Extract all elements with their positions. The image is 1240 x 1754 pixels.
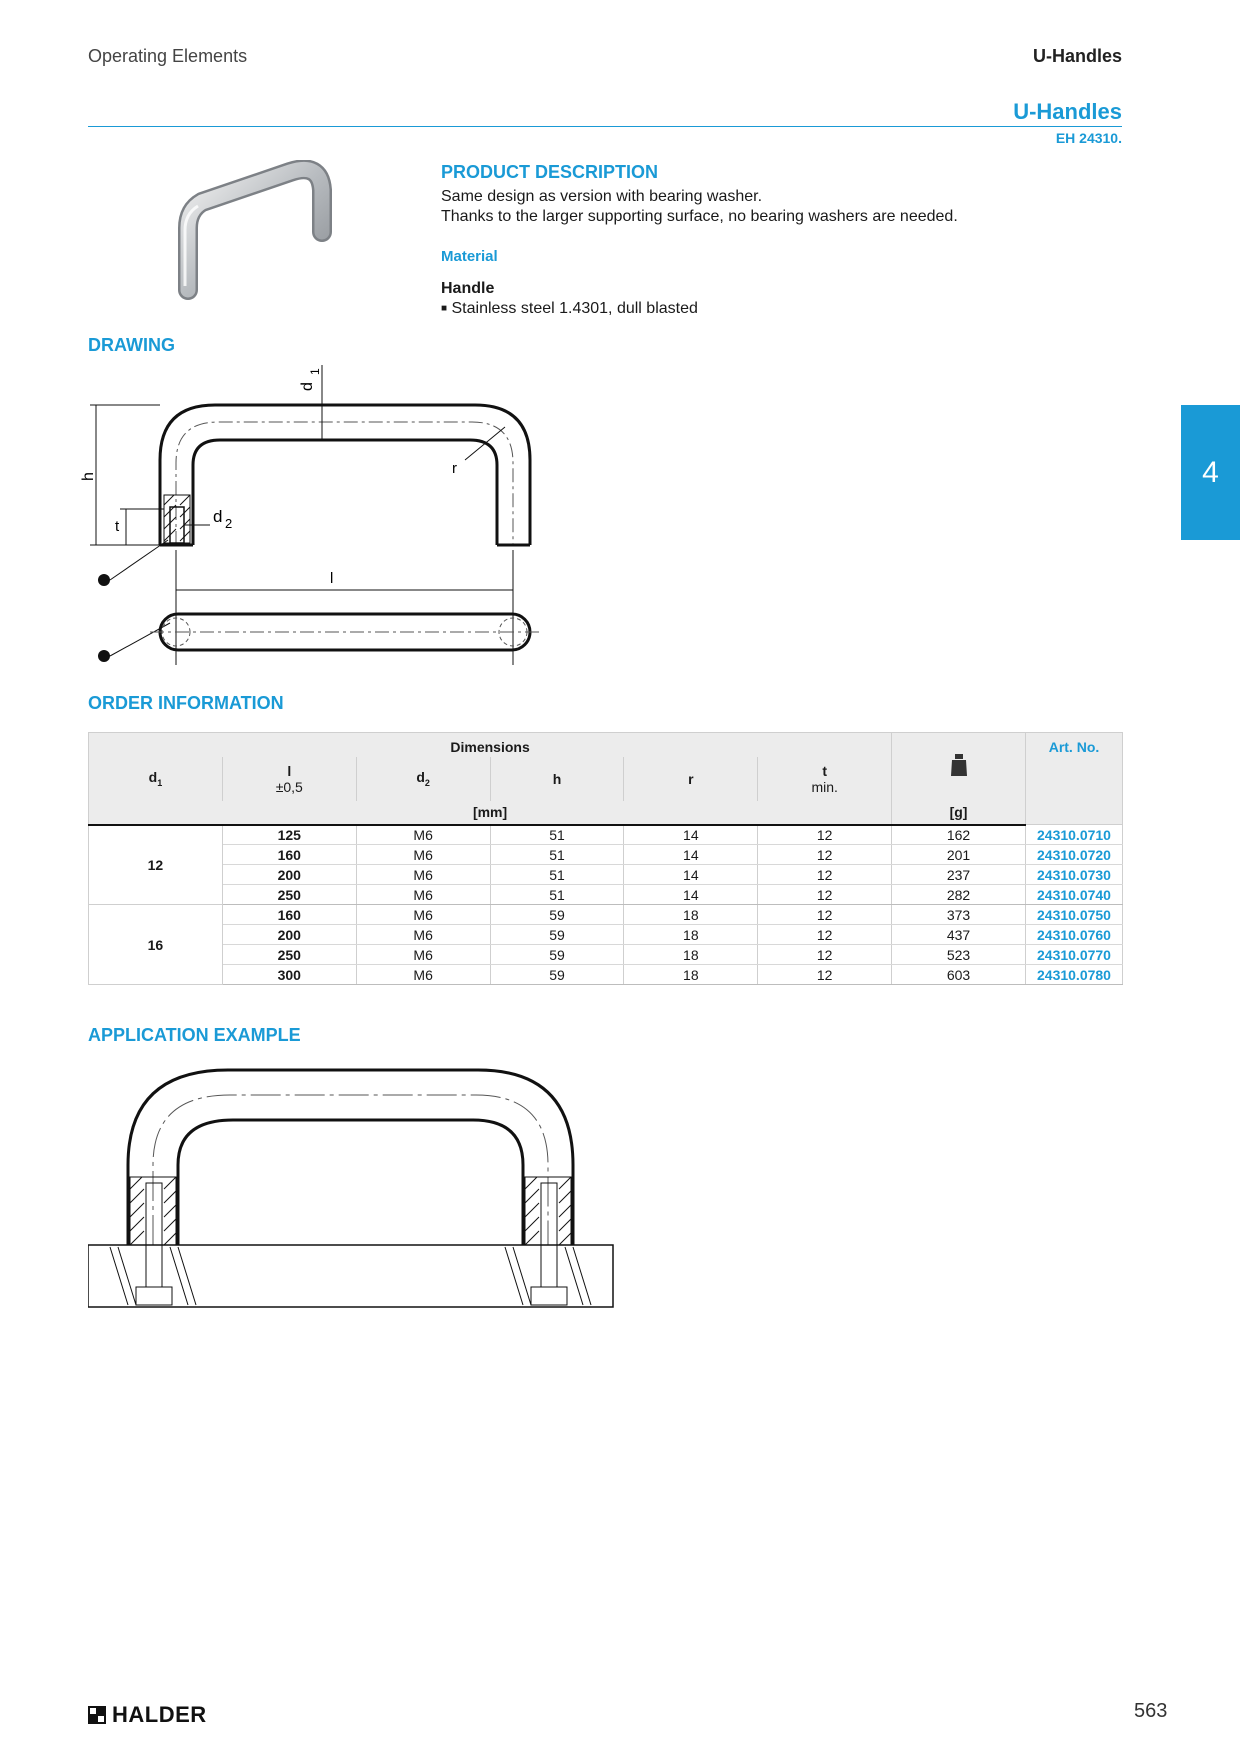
cell-d2: M6: [356, 925, 490, 945]
halder-logo-icon: [88, 1706, 106, 1724]
cell-h: 51: [490, 865, 624, 885]
artno-header: Art. No.: [1025, 733, 1122, 825]
material-heading: Material: [441, 248, 498, 265]
cell-r: 18: [624, 905, 758, 925]
cell-r: 18: [624, 925, 758, 945]
cell-g: 201: [892, 845, 1026, 865]
cell-l: 250: [222, 885, 356, 905]
col-t-header: t min.: [758, 757, 892, 801]
drawing-heading: DRAWING: [88, 335, 175, 355]
cell-t: 12: [758, 925, 892, 945]
mm-unit: [mm]: [89, 801, 892, 825]
cell-g: 237: [892, 865, 1026, 885]
cell-h: 51: [490, 845, 624, 865]
cell-t: 12: [758, 845, 892, 865]
cell-d1: 16: [89, 905, 223, 985]
cell-d2: M6: [356, 865, 490, 885]
cell-d2: M6: [356, 845, 490, 865]
dimensions-header: Dimensions: [89, 733, 892, 757]
cell-d2: M6: [356, 905, 490, 925]
g-unit: [g]: [892, 801, 1026, 825]
cell-l: 250: [222, 945, 356, 965]
label-d1: d: [299, 382, 316, 391]
label-r: r: [452, 460, 457, 477]
header-section: Operating Elements: [88, 46, 248, 66]
table-row: [89, 885, 1123, 905]
cell-t: 12: [758, 865, 892, 885]
table-row: [89, 865, 1123, 885]
cell-r: 14: [624, 885, 758, 905]
cell-t: 12: [758, 885, 892, 905]
cell-d1: 12: [89, 825, 223, 905]
cell-t: 12: [758, 945, 892, 965]
cell-h: 51: [490, 885, 624, 905]
cell-t: 12: [758, 905, 892, 925]
cell-r: 18: [624, 945, 758, 965]
product-description-line2: Thanks to the larger supporting surface, no bearing washers are needed.: [441, 208, 958, 225]
cell-d2: M6: [356, 945, 490, 965]
col-r-header: r: [624, 757, 758, 801]
cell-h: 59: [490, 965, 624, 985]
cell-art[interactable]: 24310.0750: [1025, 905, 1122, 925]
cell-l: 200: [222, 925, 356, 945]
brand-name: HALDER: [112, 1702, 207, 1727]
cell-l: 125: [222, 825, 356, 845]
col-d1-header: $d_1$: [89, 757, 223, 801]
product-description-line1: Same design as version with bearing washer.: [441, 188, 763, 205]
chapter-tab[interactable]: 4: [1181, 405, 1240, 540]
cell-g: 603: [892, 965, 1026, 985]
cell-h: 59: [490, 905, 624, 925]
page-title: U-Handles: [1013, 99, 1122, 124]
cell-r: 18: [624, 965, 758, 985]
weight-icon: [950, 754, 968, 776]
application-example-heading: APPLICATION EXAMPLE: [88, 1025, 301, 1045]
brand-logo: [88, 1702, 207, 1728]
cell-art[interactable]: 24310.0780: [1025, 965, 1122, 985]
handle-heading: Handle: [441, 280, 495, 297]
application-drawing: [88, 1065, 618, 1315]
cell-art[interactable]: 24310.0760: [1025, 925, 1122, 945]
label-t: t: [115, 518, 120, 535]
cell-t: 12: [758, 825, 892, 845]
cell-art[interactable]: 24310.0730: [1025, 865, 1122, 885]
header-rule: [88, 126, 1122, 127]
technical-drawing: [80, 365, 550, 680]
cell-h: 51: [490, 825, 624, 845]
handle-material-item: ■ Stainless steel 1.4301, dull blasted: [441, 300, 698, 317]
order-information-heading: ORDER INFORMATION: [88, 693, 284, 713]
col-l-header: l ±0,5: [222, 757, 356, 801]
product-photo: [170, 160, 340, 300]
cell-g: 523: [892, 945, 1026, 965]
label-l: l: [330, 570, 334, 587]
cell-h: 59: [490, 945, 624, 965]
label-h: h: [80, 472, 97, 481]
cell-art[interactable]: 24310.0720: [1025, 845, 1122, 865]
cell-g: 437: [892, 925, 1026, 945]
cell-g: 282: [892, 885, 1026, 905]
cell-l: 160: [222, 905, 356, 925]
cell-g: 373: [892, 905, 1026, 925]
cell-r: 14: [624, 825, 758, 845]
cell-l: 300: [222, 965, 356, 985]
page-number: 563: [1134, 1700, 1168, 1722]
label-d2-sub: 2: [225, 516, 233, 531]
cell-g: 162: [892, 825, 1026, 845]
cell-t: 12: [758, 965, 892, 985]
cell-art[interactable]: 24310.0710: [1025, 825, 1122, 845]
cell-r: 14: [624, 845, 758, 865]
label-d1-sub: 1: [308, 368, 322, 375]
weight-header: [892, 733, 1026, 801]
cell-d2: M6: [356, 965, 490, 985]
cell-l: 160: [222, 845, 356, 865]
product-description-heading: PRODUCT DESCRIPTION: [441, 162, 659, 182]
table-row: [89, 845, 1123, 865]
table-row: [89, 965, 1123, 985]
cell-h: 59: [490, 925, 624, 945]
handle-material-text: Stainless steel 1.4301, dull blasted: [451, 300, 698, 317]
cell-r: 14: [624, 865, 758, 885]
cell-art[interactable]: 24310.0770: [1025, 945, 1122, 965]
cell-d2: M6: [356, 825, 490, 845]
order-table: [88, 732, 1123, 985]
header-category: U-Handles: [1032, 46, 1122, 66]
product-code: EH 24310.: [1055, 130, 1122, 146]
cell-d2: M6: [356, 885, 490, 905]
col-d2-header: $d_2$: [356, 757, 490, 801]
label-d2: d: [213, 507, 223, 526]
col-h-header: h: [490, 757, 624, 801]
table-row: [89, 925, 1123, 945]
table-row: [89, 945, 1123, 965]
table-row: [89, 905, 1123, 925]
table-row: [89, 825, 1123, 845]
cell-l: 200: [222, 865, 356, 885]
cell-art[interactable]: 24310.0740: [1025, 885, 1122, 905]
